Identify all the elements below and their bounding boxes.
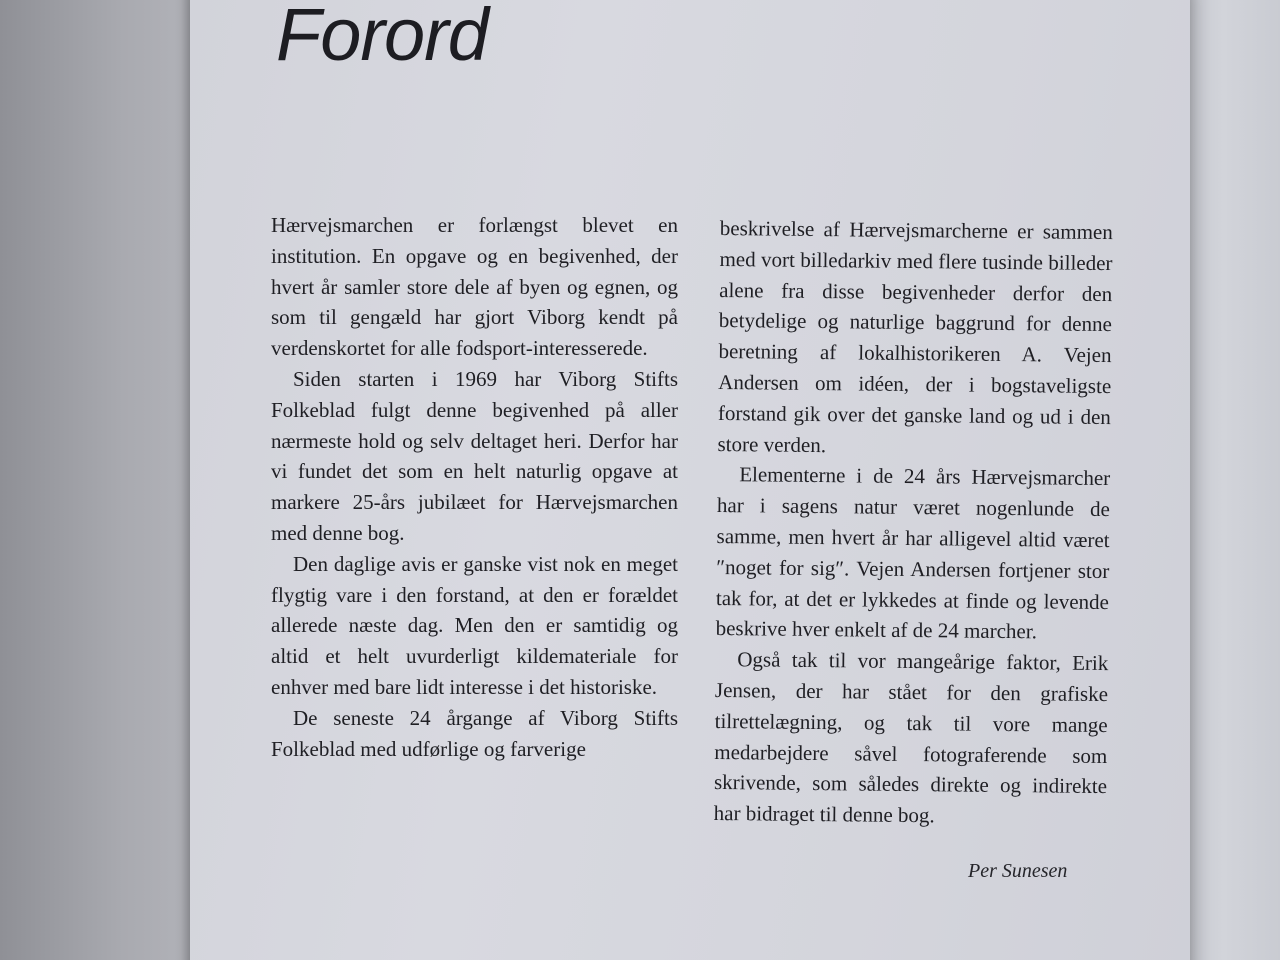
background-left: [0, 0, 205, 960]
paragraph: Elementerne i de 24 års Hærvejsmarcher har i sagens natur været nogenlunde de samme, men hvert år har alligevel altid været ″noget for sig″. Vejen Andersen fortjener stor tak for, at det er lykkedes at finde og levende beskrive hver enkelt af de 24 marcher.: [715, 462, 1111, 644]
paragraph: Også tak til vor mangeårige faktor, Erik Jensen, der har stået for den grafiske tilrettelægning, og tak til vore mange medarbejdere såvel fotograferende som skrivende, som således direkte og indirekte har bidraget til denne bog.: [713, 647, 1109, 828]
paragraph: Den daglige avis er ganske vist nok en meget flygtig vare i den forstand, at den er forældet allerede næste dag. Men den er samtidig og altid et helt uvurderligt kildemateriale for enhver med bare lidt interesse i det historiske.: [271, 551, 678, 699]
paragraph: Siden starten i 1969 har Viborg Stifts Folkeblad fulgt denne begivenhed på aller nærmeste hold og selv deltaget heri. Derfor har vi fundet det som en helt naturlig opgave at markere 25-års jubilæet for Hærvejsmarchen med denne bog.: [271, 366, 678, 545]
paragraph: Hærvejsmarchen er forlængst blevet en institution. En opgave og en begivenhed, der hvert år samler store dele af byen og egnen, og som til gengæld har gjort Viborg kendt på verdenskortet for alle fodsport-interesserede.: [271, 213, 678, 361]
paragraph: De seneste 24 årgange af Viborg Stifts Folkeblad med udførlige og farverige: [271, 705, 678, 761]
paragraph: beskrivelse af Hærvejsmarcherne er sammen med vort billedarkiv med flere tusinde billeder alene fra disse begivenheder derfor den betydelige og naturlige baggrund for denne beretning af lokalhistorikeren A. Vejen Andersen om idéen, der i bogstaveligste forstand gik over det ganske land og ud i den store verden.: [717, 215, 1113, 457]
page-title: Forord: [276, 0, 488, 76]
text-column-right: [714, 213, 1113, 833]
background-right: [1185, 0, 1280, 960]
signature: Per Sunesen: [968, 860, 1068, 882]
text-column-left: [271, 210, 678, 764]
